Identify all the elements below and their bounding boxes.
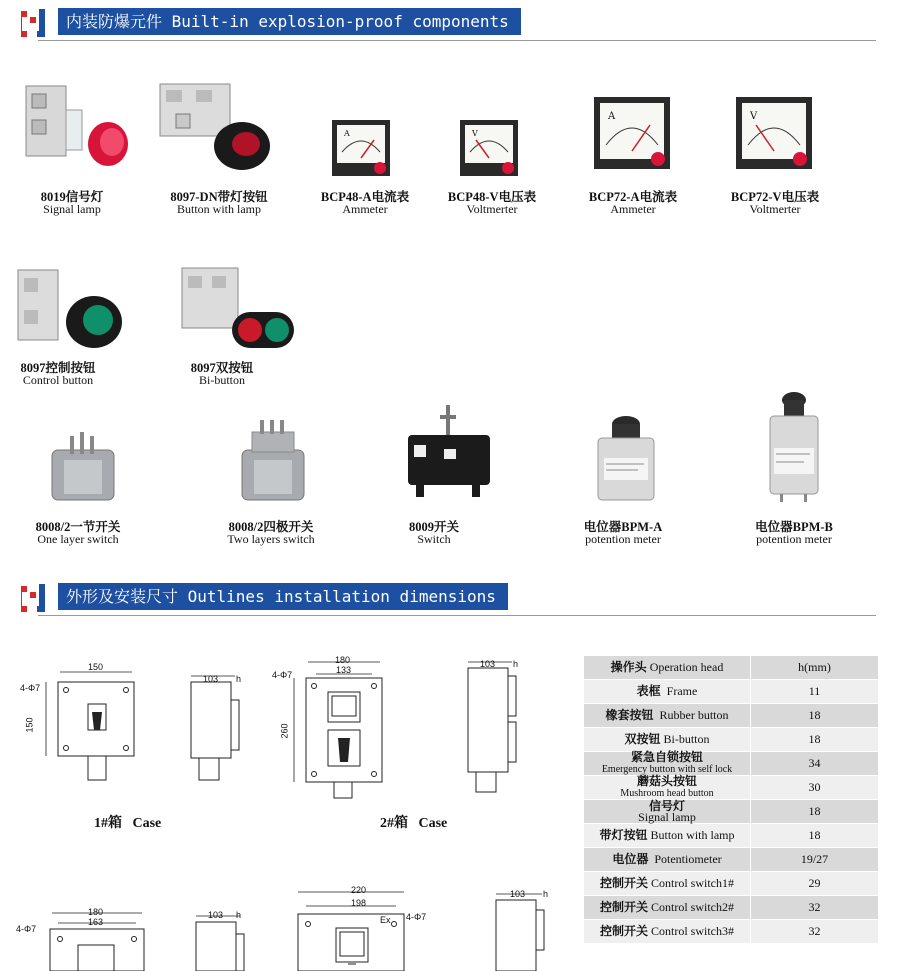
- dimension-hole: 4-Φ7: [16, 924, 37, 934]
- svg-text:V: V: [750, 111, 758, 122]
- product-caption: 8097控制按钮 Control button: [20, 361, 96, 387]
- dimension-height: 260: [279, 723, 290, 739]
- dimension-depth: 103: [510, 889, 526, 899]
- table-row: 紧急自锁按钮 Emergency button with self lock 34: [584, 752, 879, 776]
- product-caption: 电位器BPM-A potention meter: [583, 520, 663, 546]
- voltmeter-72-image: [734, 95, 818, 179]
- dimension-hole: 4-Φ7: [20, 683, 41, 693]
- table-row: 电位器 Potentiometer 19/27: [584, 848, 879, 872]
- signal-lamp-image: [22, 80, 134, 180]
- svg-text:V: V: [472, 129, 478, 138]
- dimension-width-inner: 133: [336, 665, 352, 675]
- case1-side-drawing: [185, 670, 255, 784]
- bi-button-image: [180, 266, 296, 356]
- table-header-cell: 操作头 Operation head: [584, 656, 751, 680]
- case4-front-drawing: [290, 884, 410, 971]
- product-caption: 8097-DN带灯按钮 Button with lamp: [170, 190, 268, 216]
- dimension-h: h: [543, 889, 549, 899]
- dimension-height: 150: [24, 717, 35, 733]
- section-title: 内装防爆元件 Built-in explosion-proof components: [58, 8, 521, 35]
- product-caption: BCP48-V电压表 Voltmerter: [447, 190, 537, 216]
- product-caption: BCP48-A电流表 Ammeter: [320, 190, 410, 216]
- product-caption: 8008/2一节开关 One layer switch: [35, 520, 121, 546]
- dimension-h: h: [513, 659, 519, 669]
- case3-front-drawing: [16, 905, 156, 971]
- operation-head-table: [583, 655, 879, 944]
- table-row: 信号灯 Signal lamp 18: [584, 800, 879, 824]
- dimension-ex: Ex: [380, 915, 391, 925]
- company-logo-icon: [18, 582, 50, 614]
- case4-side-drawing: [490, 888, 552, 971]
- product-caption: 8009开关 Switch: [408, 520, 460, 546]
- dimension-width-outer: 220: [351, 885, 367, 895]
- section-divider: [38, 40, 876, 41]
- potentiometer-b-image: [764, 390, 824, 504]
- voltmeter-48-image: [458, 118, 528, 180]
- case1-label: 1#箱 Case: [94, 816, 162, 831]
- case2-label: 2#箱 Case: [380, 816, 448, 831]
- company-logo-icon: [18, 7, 50, 39]
- product-caption: 8097双按钮 Bi-button: [190, 361, 254, 387]
- section-title: 外形及安装尺寸 Outlines installation dimensions: [58, 583, 508, 610]
- dimension-h: h: [236, 674, 242, 684]
- section-divider: [38, 615, 876, 616]
- one-layer-switch-image: [48, 430, 118, 504]
- section-header-dimensions: [18, 580, 878, 614]
- table-row: 双按钮 Bi-button 18: [584, 728, 879, 752]
- ammeter-48-image: [330, 118, 400, 180]
- dimension-width: 150: [88, 662, 104, 672]
- two-layers-switch-image: [238, 420, 308, 504]
- table-header-cell: h(mm): [751, 656, 879, 680]
- table-row: 控制开关 Control switch2# 32: [584, 896, 879, 920]
- dimension-hole: 4-Φ7: [406, 912, 427, 922]
- control-button-image: [16, 266, 126, 356]
- ammeter-72-image: [592, 95, 676, 179]
- dimension-width-outer: 180: [335, 655, 351, 665]
- table-row: 橡套按钮 Rubber button 18: [584, 704, 879, 728]
- dimension-hole: 4-Φ7: [272, 670, 293, 680]
- product-caption: 电位器BPM-B potention meter: [755, 520, 833, 546]
- table-row: 表框 Frame 11: [584, 680, 879, 704]
- dimension-width-inner: 163: [88, 917, 104, 927]
- section-header-components: [18, 5, 878, 39]
- button-with-lamp-image: [156, 80, 276, 180]
- dimension-depth: 103: [480, 659, 496, 669]
- table-row: 蘑菇头按钮 Mushroom head button 30: [584, 776, 879, 800]
- dimension-width-inner: 198: [351, 898, 367, 908]
- product-caption: 8019信号灯 Signal lamp: [40, 190, 104, 216]
- switch-8009-image: [404, 405, 494, 501]
- svg-text:A: A: [608, 111, 616, 122]
- case1-front-drawing: [16, 660, 146, 784]
- product-caption: BCP72-A电流表 Ammeter: [588, 190, 678, 216]
- svg-text:A: A: [344, 129, 350, 138]
- table-row: 控制开关 Control switch3# 32: [584, 920, 879, 944]
- case2-side-drawing: [462, 656, 532, 796]
- dimension-depth: 103: [203, 674, 219, 684]
- table-row: 控制开关 Control switch1# 29: [584, 872, 879, 896]
- dimension-depth: 103: [208, 910, 224, 920]
- product-caption: 8008/2四极开关 Two layers switch: [227, 520, 315, 546]
- product-caption: BCP72-V电压表 Voltmerter: [730, 190, 820, 216]
- table-row: 带灯按钮 Button with lamp 18: [584, 824, 879, 848]
- table-header-row: [584, 656, 879, 680]
- potentiometer-a-image: [594, 412, 658, 504]
- dimension-h: h: [236, 910, 242, 920]
- dimension-width-outer: 180: [88, 907, 104, 917]
